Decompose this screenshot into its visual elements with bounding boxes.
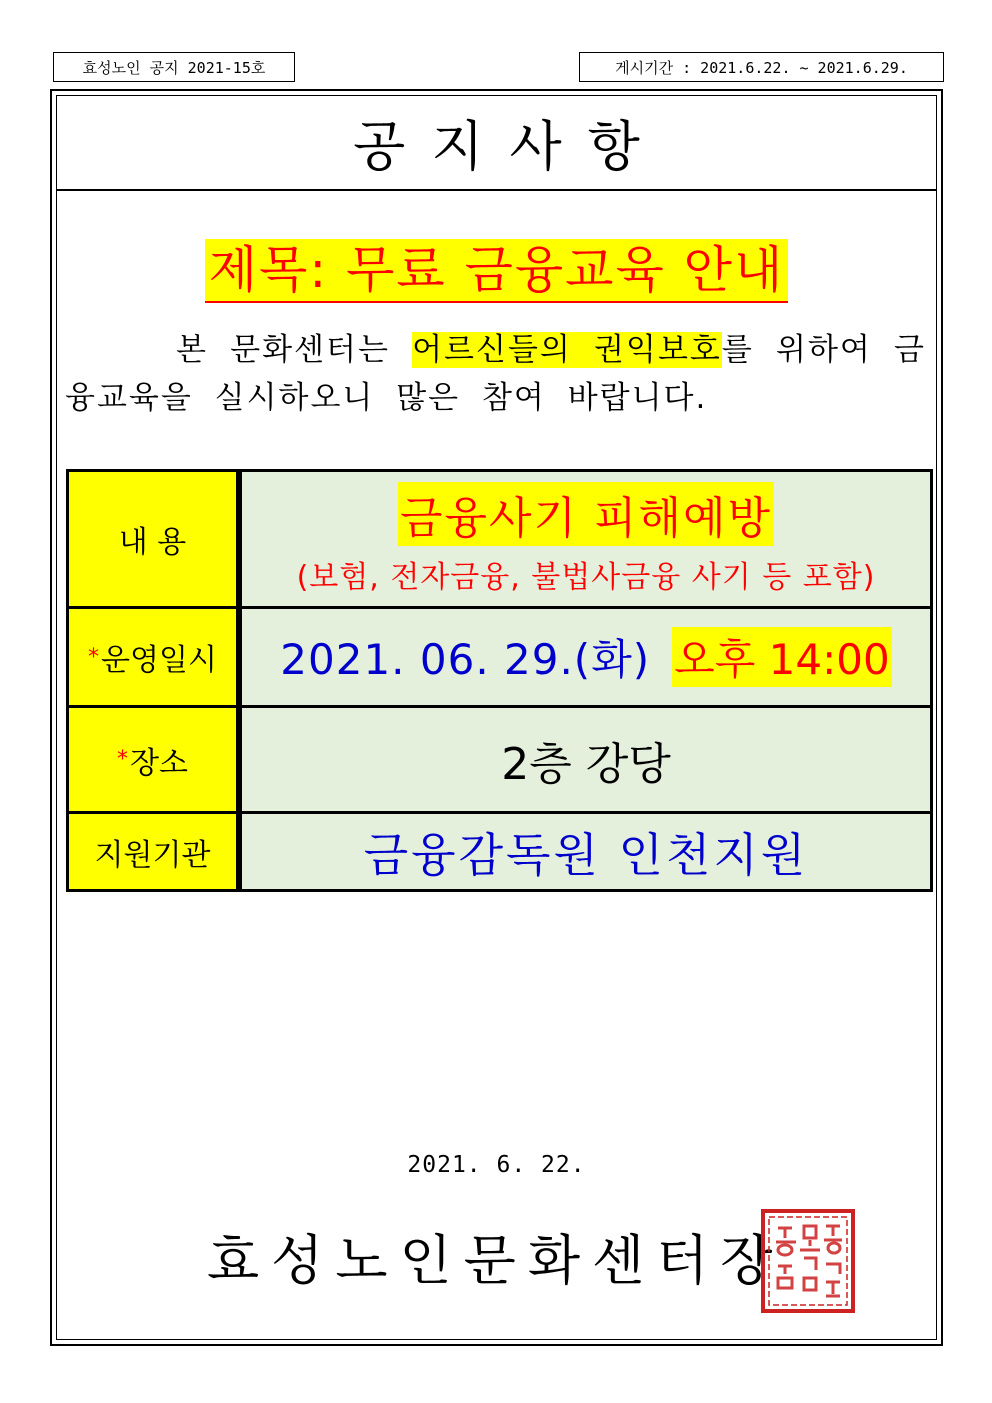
content-label-text: 내 용 [118,525,187,560]
schedule-date: 2021. 06. 29.(화) [280,635,651,684]
title-row [57,96,936,191]
content-main-text: 금융사기 피해예방 [398,482,774,546]
notice-number-box [53,52,295,82]
table-row-agency [69,814,930,889]
place-label-text: 장소 [130,745,188,781]
schedule-time: 오후 14:00 [672,627,892,687]
table-row-content [69,472,930,606]
table-row-schedule [69,609,930,705]
info-table [66,469,933,892]
intro-highlight-space [572,332,594,368]
schedule-value [242,609,930,705]
intro-before: 본 문화센터는 [176,332,413,368]
subject-line [57,230,936,302]
intro-highlight-rights: 권익보호 [594,332,722,368]
issue-date: 2021. 6. 22. [407,1152,586,1178]
notice-number: 효성노인 공지 2021-15호 [82,58,266,77]
signer-name: 효성노인문화센터장 [207,1229,785,1292]
agency-label [69,814,242,889]
content-label [69,472,242,606]
agency-value [242,814,930,889]
posting-period-box [579,52,944,82]
required-star: * [88,644,100,670]
intro-after: 를 위하여 금융교육을 실시하오니 많은 참여 바랍니다. [65,332,926,416]
required-star: * [117,747,129,772]
notice-frame [50,89,943,1346]
subject-text: 제목: 무료 금융교육 안내 [205,239,789,303]
intro-highlight-seniors: 어르신들의 [412,332,572,368]
page-title: 공지사항 [353,115,666,178]
agency-label-text: 지원기관 [94,837,211,873]
content-value [242,472,930,606]
schedule-label-text: 운영일시 [101,643,217,678]
notice-inner-frame [56,95,937,1340]
place-label [69,708,242,811]
schedule-label [69,609,242,705]
content-sub-text: (보험, 전자금융, 불법사금융 사기 등 포함) [296,560,876,595]
agency-text: 금융감독원 인천지원 [363,827,809,882]
official-seal-icon [760,1208,856,1314]
posting-period: 게시기간 : 2021.6.22. ~ 2021.6.29. [615,58,908,77]
place-value [242,708,930,811]
table-row-place [69,708,930,811]
intro-paragraph [65,326,926,422]
place-text: 2층 강당 [501,738,671,790]
